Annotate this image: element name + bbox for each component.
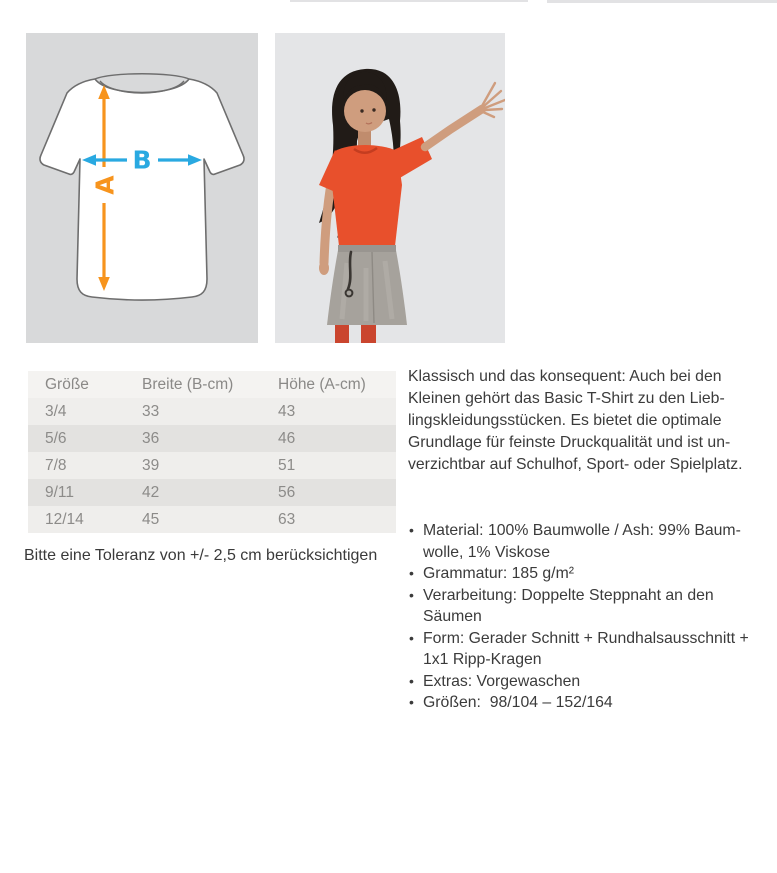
size-diagram-image[interactable] [26,33,258,343]
feature-list-item: • Größen: 98/104 – 152/164 [408,692,756,714]
cell-width: 33 [142,402,160,420]
size-table-header-row [28,371,396,398]
left-hand [319,261,329,275]
eye-right [372,108,375,111]
feature-list-item: • Grammatur: 185 g/m² [408,563,756,585]
cell-size: 3/4 [45,402,67,420]
product-photo-image[interactable] [275,33,505,343]
feature-list-item: • Material: 100% Baumwolle / Ash: 99% Baumwolle, 1% Viskose [408,520,756,563]
table-row [28,506,396,533]
cell-height: 56 [278,483,296,501]
cropped-thumbnail-edge-left [290,0,528,2]
cell-width: 45 [142,510,160,528]
cell-height: 63 [278,510,296,528]
table-row [28,398,396,425]
feature-list-item: • Form: Gerader Schnitt + Rundhalsausschnitt + 1x1 Ripp-Kragen [408,628,756,671]
label-b: B [132,145,152,175]
cell-height: 51 [278,456,296,474]
cell-height: 43 [278,402,296,420]
cell-size: 5/6 [45,429,67,447]
model-photo-illustration [275,33,505,343]
table-row [28,452,396,479]
cell-width: 42 [142,483,160,501]
description-intro: Klassisch und das konsequent: Auch bei den Kleinen gehört das Basic T-Shirt zu den Lieblingskleidungsstücken. Es bietet die optimale Grundlage für feinste Druckqualität und ist unverzichtbar auf Schulhof, Sport- oder Spielplatz. [408,368,743,473]
eye-left [360,109,363,112]
leg-left [335,325,349,343]
header-hoehe: Höhe (A-cm) [278,375,366,393]
label-a: A [90,175,120,195]
feature-list-item: • Extras: Vorgewaschen [408,671,756,693]
skirt-waistband [338,245,396,252]
feature-list [408,520,756,714]
face [344,90,386,132]
product-description [408,366,756,714]
tshirt-outline [40,79,244,300]
size-table-body [28,398,396,533]
tolerance-note: Bitte eine Toleranz von +/- 2,5 cm berücksichtigen [24,547,378,564]
cell-height: 46 [278,429,296,447]
feature-list-item: • Verarbeitung: Doppelte Steppnaht an den Säumen [408,585,756,628]
collar-back-line [95,74,189,79]
cell-width: 36 [142,429,160,447]
cell-size: 7/8 [45,456,67,474]
table-row [28,479,396,506]
table-row [28,425,396,452]
size-table [28,371,396,533]
header-groesse: Größe [45,375,89,393]
leg-right [361,325,376,343]
header-breite: Breite (B-cm) [142,375,234,393]
cell-size: 12/14 [45,510,84,528]
cell-size: 9/11 [45,483,75,501]
cropped-thumbnail-edge-right [547,0,777,3]
tshirt-measure-illustration [26,33,258,343]
cell-width: 39 [142,456,160,474]
